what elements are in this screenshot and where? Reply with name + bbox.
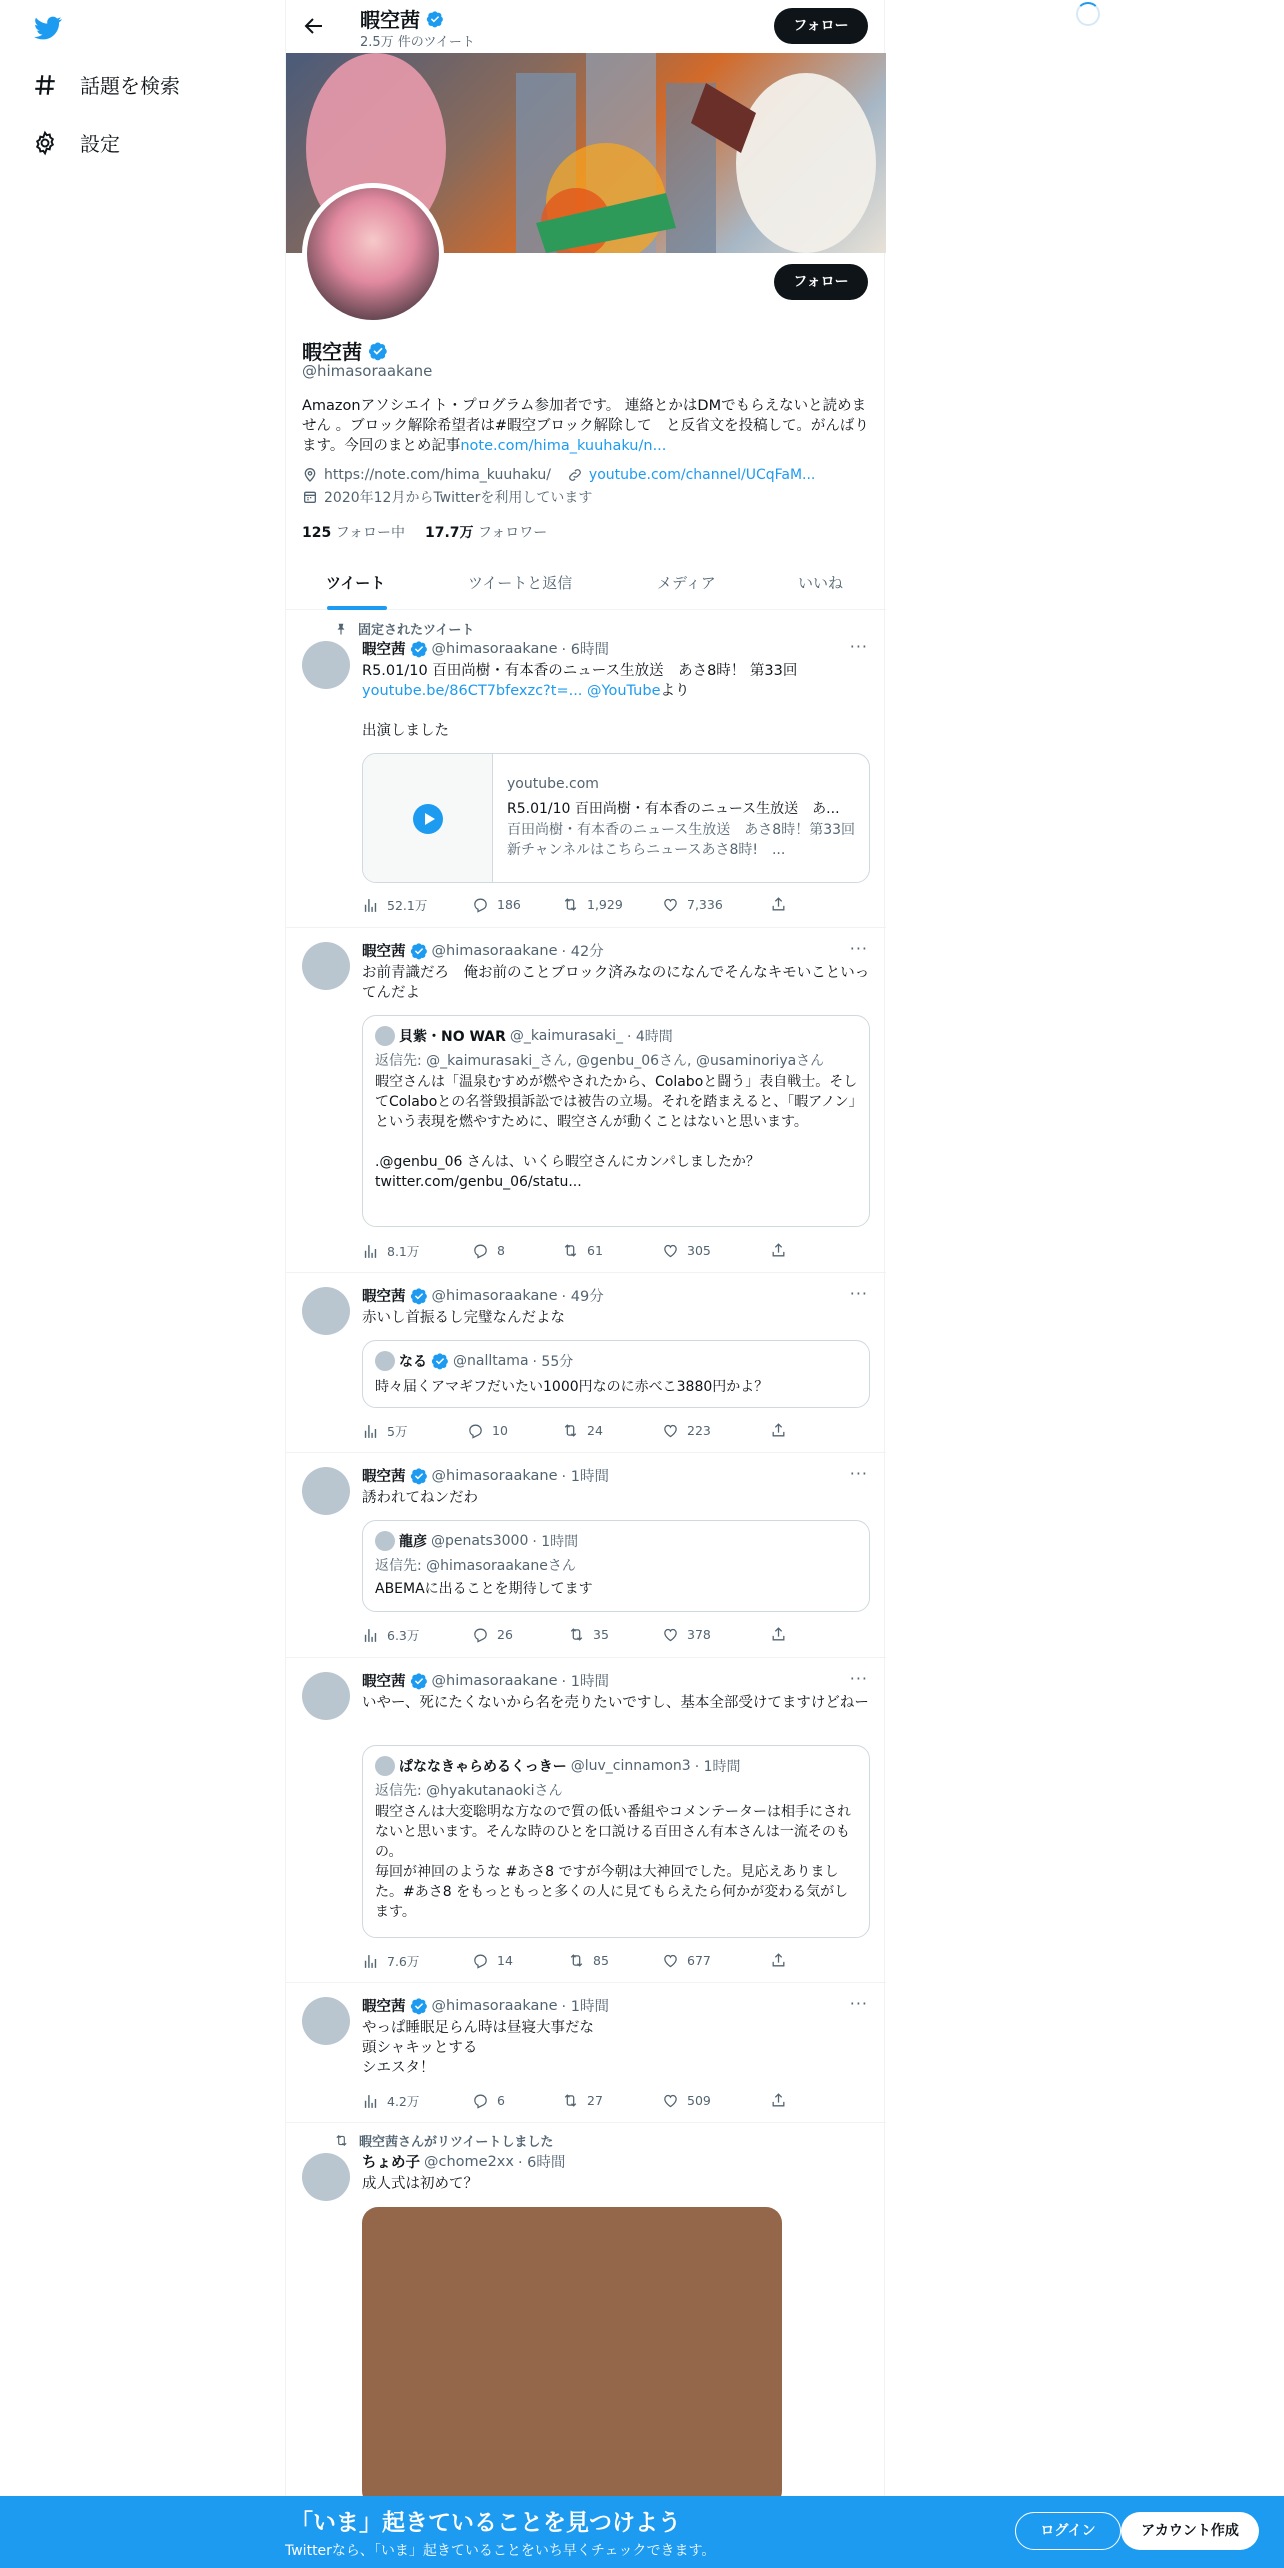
quote-text-para: 毎回が神回のような #あさ8 ですが今朝は大神回でした。見応えありました。#あさ8 をもっともっと多くの人に見てもらえたら何かが変わる気がします。 <box>375 1864 849 1920</box>
verified-badge-icon <box>410 1467 428 1485</box>
views-count: 5万 <box>387 1424 408 1439</box>
retweet-icon <box>562 2092 579 2109</box>
login-button[interactable]: ログイン <box>1015 2512 1121 2550</box>
share-button[interactable] <box>770 1952 787 1969</box>
like-button[interactable] <box>662 1626 711 1643</box>
quote-text-para: 暇空さんは「温泉むすめが燃やされたから、Colaboと闘う」表自戦士。そしてColaboとの名誉毀損訴訟では被告の立場。それを踏まえると、「暇アノン」という表現を燃やすために、暇空さんが動くことはないと思います。 <box>375 1074 858 1130</box>
reply-count: 26 <box>497 1627 513 1642</box>
reply-button[interactable] <box>472 1626 513 1643</box>
views-icon <box>362 1953 379 1970</box>
following-count: 125 <box>302 525 332 541</box>
header-name <box>360 4 444 33</box>
tab-tweets-and-replies[interactable]: ツイートと返信 <box>468 574 573 592</box>
tweet-text: お前青識だろ 俺お前のことブロック済みなのになんでそんなキモいこといってんだよ <box>362 965 870 1001</box>
following-label: フォロー中 <box>335 525 405 541</box>
retweet-count: 85 <box>593 1953 609 1968</box>
profile-name <box>302 336 388 365</box>
quote-tweet[interactable] <box>362 1015 870 1227</box>
like-button[interactable] <box>662 1242 711 1259</box>
link-card[interactable] <box>362 753 870 883</box>
quote-text-para: twitter.com/genbu_06/statu... <box>375 1174 582 1190</box>
share-icon <box>770 2092 787 2109</box>
verified-badge-icon <box>431 1352 449 1370</box>
tweet-time[interactable]: · 1時間 <box>561 1674 609 1690</box>
quote-text <box>375 1072 861 1192</box>
quote-avatar <box>375 1531 395 1551</box>
reply-button[interactable] <box>472 1242 505 1259</box>
tweet-author-name[interactable]: 暇空茜 <box>362 1289 406 1305</box>
tweet[interactable] <box>286 1453 886 1658</box>
tweet-text-line: シエスタ！ <box>362 2060 435 2076</box>
tweet-author-handle[interactable]: @himasoraakane <box>431 942 558 959</box>
views-stat[interactable] <box>362 2092 419 2110</box>
tweet-text: 成人式は初めて？ <box>362 2176 478 2192</box>
tweet-author-name[interactable]: ちょめ子 <box>362 2155 420 2171</box>
tweet-avatar[interactable] <box>302 1672 350 1720</box>
like-button[interactable] <box>662 1422 711 1439</box>
reply-icon <box>472 1626 489 1643</box>
reply-button[interactable] <box>472 896 521 913</box>
more-options-icon[interactable]: ··· <box>849 939 868 958</box>
tweet-time[interactable]: · 6時間 <box>517 2155 566 2171</box>
tweet-author-handle[interactable]: @himasoraakane <box>431 1672 558 1689</box>
tab-media[interactable]: メディア <box>657 574 716 592</box>
retweet-count: 24 <box>587 1423 603 1438</box>
share-icon <box>770 1242 787 1259</box>
retweet-button[interactable] <box>562 1422 603 1439</box>
verified-badge-icon <box>410 1287 428 1305</box>
share-icon <box>770 1422 787 1439</box>
profile-website-link[interactable]: youtube.com/channel/UCqFaM... <box>588 467 816 483</box>
retweeted-indicator <box>334 2131 553 2150</box>
reply-count: 14 <box>497 1953 513 1968</box>
reply-button[interactable] <box>472 2092 505 2109</box>
pinned-label: 固定されたツイート <box>358 623 475 638</box>
share-icon <box>770 896 787 913</box>
tweet[interactable] <box>286 1658 886 1983</box>
quote-author-handle: @penats3000 <box>431 1533 529 1549</box>
views-stat[interactable] <box>362 1422 407 1440</box>
tweet-author-name[interactable]: 暇空茜 <box>362 642 406 658</box>
signup-button[interactable]: アカウント作成 <box>1121 2512 1259 2550</box>
quote-author-name: なる <box>399 1354 427 1370</box>
twitter-logo-icon[interactable] <box>32 14 64 42</box>
views-icon <box>362 897 379 914</box>
views-icon <box>362 2093 379 2110</box>
quote-time: · 1時間 <box>532 1534 579 1550</box>
heart-icon <box>662 1626 679 1643</box>
quote-author-name: 貝紫・NO WAR <box>399 1029 506 1045</box>
heart-icon <box>662 2092 679 2109</box>
follow-stats <box>302 522 547 542</box>
profile-column <box>285 0 885 2568</box>
quote-header <box>375 1531 578 1551</box>
views-stat[interactable] <box>362 896 427 914</box>
active-tab-indicator <box>327 606 387 610</box>
verified-badge-icon <box>410 1672 428 1690</box>
share-button[interactable] <box>770 1242 787 1259</box>
tweet-time[interactable]: · 49分 <box>561 1289 604 1305</box>
quote-text-para: 暇空さんは大変聡明な方なので質の低い番組やコメンテーターは相手にされないと思います。そんな時のひとを口説ける百田さん有本さんは一流そのもの。 <box>375 1804 851 1860</box>
tweet-header <box>362 940 604 961</box>
retweet-icon <box>568 1952 585 1969</box>
tweet-text-line: 頭シャキッとする <box>362 2040 478 2056</box>
followers-count: 17.7万 <box>425 525 474 541</box>
quote-author-name: 龍彦 <box>399 1534 427 1550</box>
reply-icon <box>472 896 489 913</box>
quote-author-handle: @luv_cinnamon3 <box>570 1758 691 1774</box>
retweet-icon <box>562 1422 579 1439</box>
share-button[interactable] <box>770 896 787 913</box>
reply-count: 8 <box>497 1243 505 1258</box>
quote-header <box>375 1351 573 1371</box>
gear-icon <box>32 130 58 156</box>
quote-text-para: .@genbu_06 さんは、いくら暇空さんにカンパしましたか？ <box>375 1154 760 1170</box>
header-tweet-count: 2.5万 件のツイート <box>360 35 475 50</box>
views-count: 52.1万 <box>387 898 428 913</box>
quote-author-handle: @nalltama <box>453 1353 529 1369</box>
tweet-mention[interactable]: @YouTube <box>587 683 661 699</box>
quote-text <box>375 1802 861 1922</box>
tweet-author-name[interactable]: 暇空茜 <box>362 1999 406 2015</box>
retweet-count: 35 <box>593 1627 609 1642</box>
verified-badge-icon <box>368 341 388 361</box>
share-button[interactable] <box>770 1626 787 1643</box>
nav-explore-label: 話題を検索 <box>80 74 180 98</box>
like-count: 378 <box>687 1627 711 1642</box>
quote-tweet[interactable] <box>362 1520 870 1612</box>
share-icon <box>770 1626 787 1643</box>
heart-icon <box>662 896 679 913</box>
quote-reply-to: 返信先: @himasoraakaneさん <box>375 1558 576 1574</box>
tweet-retweeted[interactable] <box>286 2123 886 2496</box>
tweet-text-fragment: より <box>660 683 690 699</box>
tweet-avatar[interactable] <box>302 942 350 990</box>
tweet-pinned[interactable] <box>286 611 886 928</box>
quote-header <box>375 1026 673 1046</box>
tweet-text-line: やっぱ睡眠足らん時は昼寝大事だな <box>362 2020 594 2036</box>
back-arrow-icon[interactable] <box>302 14 326 38</box>
heart-icon <box>662 1242 679 1259</box>
reply-count: 6 <box>497 2093 505 2108</box>
quote-header <box>375 1756 741 1776</box>
profile-handle: @himasoraakane <box>302 362 433 380</box>
verified-badge-icon <box>410 1997 428 2015</box>
nav-explore[interactable] <box>32 70 180 99</box>
loading-spinner-icon <box>1076 2 1100 26</box>
retweet-count: 27 <box>587 2093 603 2108</box>
tweet[interactable] <box>286 928 886 1273</box>
quote-tweet[interactable] <box>362 1745 870 1938</box>
more-options-icon[interactable]: ··· <box>849 1284 868 1303</box>
reply-icon <box>467 1422 484 1439</box>
verified-badge-icon <box>410 942 428 960</box>
quote-time: · 55分 <box>532 1354 574 1370</box>
tweet-author-handle[interactable]: @himasoraakane <box>431 1287 558 1304</box>
retweet-button[interactable] <box>562 896 623 913</box>
tweet-header <box>362 2151 565 2172</box>
views-icon <box>362 1423 379 1440</box>
tweet-text: いやー、死にたくないから名を売りたいですし、基本全部受けてますけどねー <box>362 1695 869 1711</box>
retweeted-label[interactable]: 暇空茜さんがリツイートしました <box>359 2135 554 2150</box>
profile-meta-row <box>302 467 815 483</box>
tweet-time[interactable]: · 42分 <box>561 944 604 960</box>
views-count: 4.2万 <box>387 2094 420 2109</box>
retweet-count: 1,929 <box>587 897 623 912</box>
followers-link[interactable] <box>425 522 547 542</box>
more-options-icon[interactable]: ··· <box>849 637 868 656</box>
verified-badge-icon <box>426 10 444 28</box>
tweet-avatar[interactable] <box>302 641 350 689</box>
like-button[interactable] <box>662 1952 711 1969</box>
tweet-author-name[interactable]: 暇空茜 <box>362 1674 406 1690</box>
tweet-time[interactable]: · 6時間 <box>561 642 609 658</box>
views-count: 7.6万 <box>387 1954 420 1969</box>
more-options-icon[interactable]: ··· <box>849 1464 868 1483</box>
pinned-indicator <box>334 619 474 638</box>
card-description: 百田尚樹・有本香のニュース生放送 あさ8時！第33回新チャンネルはこちらニュースあさ8時! ... <box>507 822 856 858</box>
profile-bio <box>302 396 870 456</box>
quote-time: · 1時間 <box>694 1759 741 1775</box>
tweet-avatar[interactable] <box>302 1287 350 1335</box>
views-stat[interactable] <box>362 1242 419 1260</box>
profile-header-bar <box>286 0 886 53</box>
tweet-text: 赤いし首振るし完璧なんだよな <box>362 1310 565 1326</box>
views-count: 8.1万 <box>387 1244 420 1259</box>
retweet-icon <box>562 1242 579 1259</box>
nav-settings-label: 設定 <box>80 132 120 156</box>
quote-text: 時々届くアマギフだいたい1000円なのに赤べこ3880円かよ？ <box>375 1379 769 1395</box>
share-button[interactable] <box>770 1422 787 1439</box>
retweet-button[interactable] <box>568 1952 609 1969</box>
tweet-text: 誘われてねンだわ <box>362 1490 478 1506</box>
tweet-author-handle[interactable]: @himasoraakane <box>431 640 558 657</box>
share-icon <box>770 1952 787 1969</box>
card-domain: youtube.com <box>507 776 599 792</box>
retweet-icon <box>568 1626 585 1643</box>
tweet-text <box>362 2018 870 2078</box>
views-icon <box>362 1627 379 1644</box>
following-link[interactable] <box>302 522 405 542</box>
tweet-author-name[interactable]: 暇空茜 <box>362 1469 406 1485</box>
calendar-icon <box>302 489 318 505</box>
heart-icon <box>662 1422 679 1439</box>
retweet-icon <box>562 896 579 913</box>
tweet-author-name[interactable]: 暇空茜 <box>362 944 406 960</box>
retweet-button[interactable] <box>562 1242 603 1259</box>
header-follow-button[interactable]: フォロー <box>774 8 868 44</box>
retweet-icon <box>334 2133 349 2148</box>
reply-count: 186 <box>497 897 521 912</box>
tweet-avatar[interactable] <box>302 2153 350 2201</box>
play-icon <box>413 804 443 834</box>
quote-avatar <box>375 1756 395 1776</box>
signup-prompt-subtitle: Twitterなら、「いま」起きていることをいち早くチェックできます。 <box>285 2543 716 2559</box>
reply-icon <box>472 1242 489 1259</box>
profile-location: https://note.com/hima_kuuhaku/ <box>324 467 551 483</box>
profile-follow-button[interactable]: フォロー <box>774 264 868 300</box>
tweet-header <box>362 1995 609 2016</box>
reply-count: 10 <box>492 1423 508 1438</box>
hashtag-icon <box>32 72 58 98</box>
profile-tabs <box>286 557 886 610</box>
tweet[interactable] <box>286 1983 886 2123</box>
quote-tweet[interactable] <box>362 1340 870 1408</box>
reply-button[interactable] <box>467 1422 508 1439</box>
tweet-media-image[interactable] <box>362 2207 782 2507</box>
pin-icon <box>334 622 348 636</box>
tweet-text <box>362 661 870 741</box>
like-count: 677 <box>687 1953 711 1968</box>
retweet-button[interactable] <box>562 2092 603 2109</box>
tweet-time[interactable]: · 1時間 <box>561 1469 609 1485</box>
like-button[interactable] <box>662 2092 711 2109</box>
signup-prompt-bar <box>0 2496 1284 2568</box>
views-stat[interactable] <box>362 1952 419 1970</box>
quote-reply-to: 返信先: @hyakutanaokiさん <box>375 1783 563 1799</box>
quote-avatar <box>375 1351 395 1371</box>
card-thumbnail <box>363 754 493 883</box>
quote-reply-to: 返信先: @_kaimurasaki_さん, @genbu_06さん, @usaminoriyaさん <box>375 1053 825 1069</box>
views-stat[interactable] <box>362 1626 419 1644</box>
tweet-header <box>362 1670 609 1691</box>
retweet-count: 61 <box>587 1243 603 1258</box>
location-pin-icon <box>302 467 318 483</box>
quote-author-name: ぱななきゃらめるくっきー <box>399 1759 567 1775</box>
tweet-link[interactable]: youtube.be/86CT7bfexzc?t=... <box>362 683 583 699</box>
like-count: 223 <box>687 1423 711 1438</box>
views-count: 6.3万 <box>387 1628 420 1643</box>
quote-author-handle: @_kaimurasaki_ <box>509 1028 623 1044</box>
link-icon <box>567 467 583 483</box>
reply-icon <box>472 2092 489 2109</box>
tweet-header <box>362 638 609 659</box>
views-icon <box>362 1243 379 1260</box>
profile-joined-row <box>302 487 592 507</box>
profile-name-text: 暇空茜 <box>302 340 362 364</box>
quote-text: ABEMAに出ることを期待してます <box>375 1581 593 1597</box>
retweet-button[interactable] <box>568 1626 609 1643</box>
like-button[interactable] <box>662 896 723 913</box>
tweet-author-handle[interactable]: @himasoraakane <box>431 1467 558 1484</box>
tweet-avatar[interactable] <box>302 1467 350 1515</box>
profile-avatar[interactable] <box>302 183 444 325</box>
followers-label: フォロワー <box>478 525 548 541</box>
signup-prompt-title: 「いま」起きていることを見つけよう <box>290 2510 681 2536</box>
tweet-header <box>362 1285 604 1306</box>
tab-likes[interactable]: いいね <box>798 574 844 592</box>
like-count: 7,336 <box>687 897 723 912</box>
more-options-icon[interactable]: ··· <box>849 1994 868 2013</box>
quote-time: · 4時間 <box>626 1029 673 1045</box>
nav-settings[interactable] <box>32 128 120 157</box>
more-options-icon[interactable]: ··· <box>849 1669 868 1688</box>
reply-icon <box>472 1952 489 1969</box>
tweet-time[interactable]: · 1時間 <box>561 1999 609 2015</box>
card-title: R5.01/10 百田尚樹・有本香のニュース生放送 あ... <box>507 801 840 817</box>
tweet-text-line: R5.01/10 百田尚樹・有本香のニュース生放送 あさ8時！ 第33回 <box>362 663 798 679</box>
like-count: 509 <box>687 2093 711 2108</box>
profile-joined: 2020年12月からTwitterを利用しています <box>324 490 593 506</box>
tab-tweets[interactable]: ツイート <box>326 574 386 592</box>
bio-text: Amazonアソシエイト・プログラム参加者です。 連絡とかはDMでもらえないと読めません 。ブロック解除希望者は#暇空ブロック解除して と反省文を投稿して。がんばります。今回のまとめ記事 <box>302 398 869 454</box>
reply-button[interactable] <box>472 1952 513 1969</box>
header-name-text: 暇空茜 <box>360 8 420 32</box>
tweet-avatar[interactable] <box>302 1997 350 2045</box>
tweet-header <box>362 1465 609 1486</box>
like-count: 305 <box>687 1243 711 1258</box>
verified-badge-icon <box>410 640 428 658</box>
share-button[interactable] <box>770 2092 787 2109</box>
heart-icon <box>662 1952 679 1969</box>
tweet-author-handle[interactable]: @himasoraakane <box>431 1997 558 2014</box>
tweet-author-handle[interactable]: @chome2xx <box>424 2153 514 2170</box>
tweet-text-line: 出演しました <box>362 723 449 739</box>
quote-avatar <box>375 1026 395 1046</box>
bio-link[interactable]: note.com/hima_kuuhaku/n... <box>460 438 667 454</box>
tweet[interactable] <box>286 1273 886 1453</box>
